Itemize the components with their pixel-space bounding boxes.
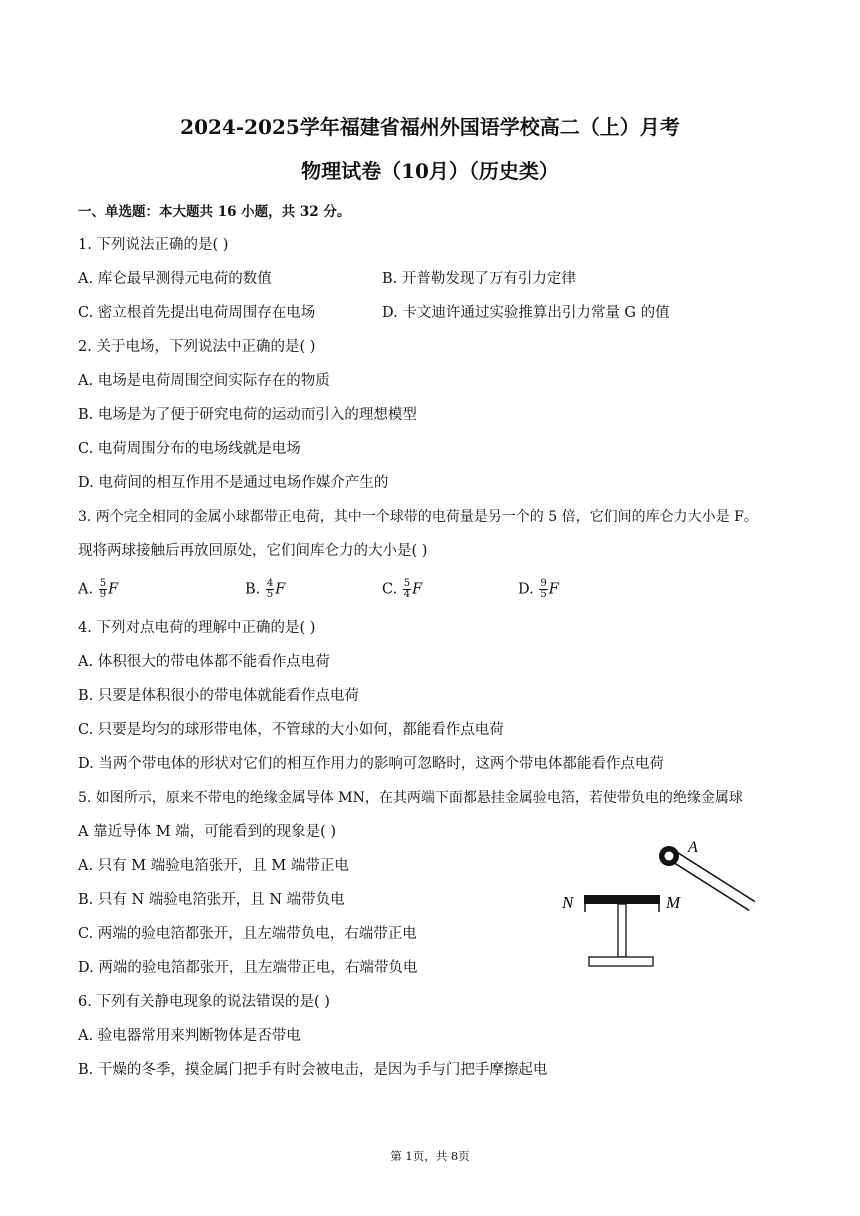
conductor-mn	[584, 895, 660, 904]
option-label: B.	[245, 581, 261, 598]
question-2-option-a: A. 电场是电荷周围空间实际存在的物质	[78, 373, 330, 389]
force-symbol: F	[548, 581, 559, 598]
fraction	[266, 579, 274, 600]
question-1-stem: 1. 下列说法正确的是( )	[78, 237, 229, 253]
force-symbol: F	[108, 581, 119, 598]
section-heading: 一、单选题：本大题共 16 小题，共 32 分。	[78, 204, 351, 220]
question-3-option-b	[245, 579, 285, 600]
option-label: A.	[78, 581, 94, 598]
question-1-option-d: D. 卡文迪许通过实验推算出引力常量 G 的值	[382, 305, 670, 321]
question-2-stem: 2. 关于电场，下列说法中正确的是( )	[78, 339, 316, 355]
metal-ball-highlight	[665, 852, 674, 861]
question-6-option-a: A. 验电器常用来判断物体是否带电	[78, 1028, 301, 1044]
stand-base	[589, 957, 653, 966]
question-5-stem-line1: 5. 如图所示，原来不带电的绝缘金属导体 MN，在其两端下面都悬挂金属验电箔，若使带负电的绝缘金属球	[78, 790, 743, 806]
fraction-numerator: 5	[403, 578, 411, 589]
fraction-numerator: 4	[266, 578, 274, 589]
fraction-denominator: 5	[266, 589, 274, 600]
fraction	[403, 579, 411, 600]
question-2-option-d: D. 电荷间的相互作用不是通过电场作媒介产生的	[78, 475, 389, 491]
question-4-option-d: D. 当两个带电体的形状对它们的相互作用力的影响可忽略时，这两个带电体都能看作点电荷	[78, 756, 664, 772]
question-6-stem: 6. 下列有关静电现象的说法错误的是( )	[78, 994, 330, 1010]
fraction-numerator: 5	[99, 578, 107, 589]
question-3-option-d	[518, 579, 559, 600]
question-5-option-b: B. 只有 N 端验电箔张开，且 N 端带负电	[78, 892, 345, 908]
question-6-option-b: B. 干燥的冬季，摸金属门把手有时会被电击，是因为手与门把手摩擦起电	[78, 1062, 548, 1078]
exam-title-line2: 物理试卷（10月）（历史类）	[301, 159, 559, 183]
fraction-denominator: 9	[99, 589, 107, 600]
question-5-option-c: C. 两端的验电箔都张开，且左端带负电，右端带正电	[78, 926, 417, 942]
question-3-option-a	[78, 579, 118, 600]
question-3-stem-line2: 现将两球接触后再放回原处，它们间库仑力的大小是( )	[78, 543, 428, 559]
label-a: A	[688, 839, 698, 856]
insulating-rod	[670, 854, 752, 906]
fraction-denominator: 5	[540, 589, 547, 600]
question-5-option-d: D. 两端的验电箔都张开，且左端带正电，右端带负电	[78, 960, 418, 976]
label-n: N	[562, 893, 574, 912]
question-4-stem: 4. 下列对点电荷的理解中正确的是( )	[78, 620, 316, 636]
question-1-option-c: C. 密立根首先提出电荷周围存在电场	[78, 305, 316, 321]
insulating-stand	[618, 904, 626, 957]
question-4-option-b: B. 只要是体积很小的带电体就能看作点电荷	[78, 688, 359, 704]
fraction-numerator: 9	[540, 578, 547, 589]
fraction	[99, 579, 107, 600]
question-4-option-a: A. 体积很大的带电体都不能看作点电荷	[78, 654, 330, 670]
question-1-option-a: A. 库仑最早测得元电荷的数值	[78, 271, 272, 287]
question-2-option-c: C. 电荷周围分布的电场线就是电场	[78, 441, 301, 457]
question-5-stem-line2: A 靠近导体 M 端，可能看到的现象是( )	[78, 824, 337, 840]
question-3-stem-line1: 3. 两个完全相同的金属小球都带正电荷，其中一个球带的电荷量是另一个的 5 倍，它们间的库仑力大小是 F。	[78, 509, 758, 525]
question-1-option-b: B. 开普勒发现了万有引力定律	[382, 271, 576, 287]
page-footer: 第 1页，共 8页	[390, 1149, 470, 1163]
question-4-option-c: C. 只要是均匀的球形带电体，不管球的大小如何，都能看作点电荷	[78, 722, 504, 738]
option-label: C.	[382, 581, 398, 598]
force-symbol: F	[412, 581, 423, 598]
question-5-figure	[556, 834, 786, 974]
question-5-option-a: A. 只有 M 端验电箔张开，且 M 端带正电	[78, 858, 349, 874]
fraction	[539, 579, 547, 600]
exam-title-line1: 2024-2025学年福建省福州外国语学校高二（上）月考	[180, 115, 680, 139]
label-m: M	[666, 893, 681, 912]
question-2-option-b: B. 电场是为了便于研究电荷的运动而引入的理想模型	[78, 407, 417, 423]
fraction-denominator: 4	[403, 589, 411, 600]
force-symbol: F	[275, 581, 286, 598]
option-label: D.	[518, 581, 534, 598]
question-3-option-c	[382, 579, 422, 600]
